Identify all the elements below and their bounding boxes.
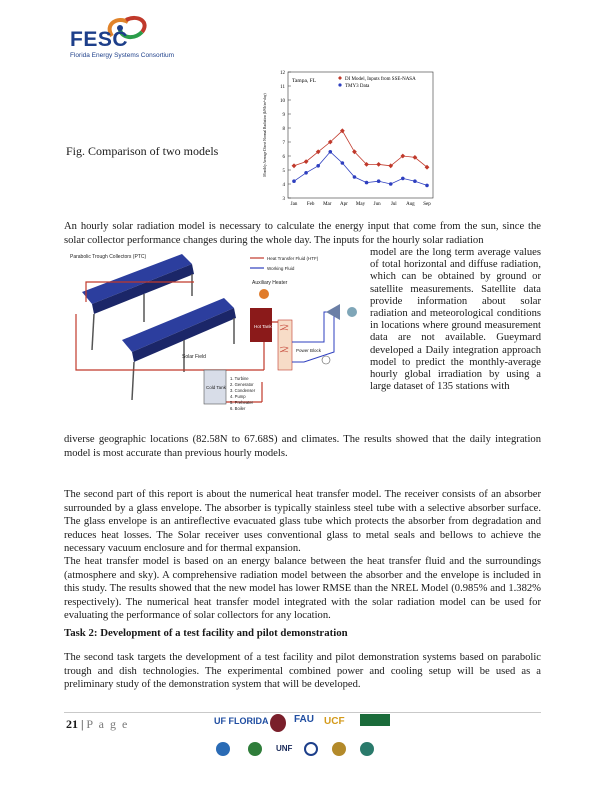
figure-caption: Fig. Comparison of two models	[66, 144, 219, 158]
page-word: P a g e	[86, 717, 129, 731]
partner-logos	[214, 712, 544, 784]
label-trough: Parabolic Trough Collectors (PTC)	[70, 254, 147, 260]
chart-annotation: Tampa, FL	[292, 78, 317, 84]
component-5: 5. Preheater	[230, 400, 254, 405]
partner-logo-fau: FAU	[294, 714, 314, 725]
y-tick-label-5: 5	[282, 169, 285, 174]
paragraph-hourly-model-intro: An hourly solar radiation model is necessary to calculate the energy input that come from the sun, since the solar collector performance changes during the whole day. The inputs for the hourly solar radiation	[64, 221, 541, 246]
radiation-chart	[258, 66, 438, 216]
series-1-point-9	[401, 177, 405, 181]
series-1-point-3	[328, 150, 332, 154]
label-solar-field: Solar Field	[182, 354, 206, 360]
series-0-point-7	[376, 162, 381, 167]
pump-icon	[322, 356, 330, 364]
y-tick-label-12: 12	[280, 71, 285, 76]
y-tick-label-6: 6	[282, 155, 285, 160]
solar-plant-diagram	[64, 252, 364, 427]
series-1-point-11	[425, 184, 429, 188]
paragraph-hourly-model-wrap: model are the long term average values of total horizontal and diffuse radiation, which can be obtained by ground or satellite measurements. Satellite data provide information about solar radiation and meteorological conditions in locations where ground measurement data are not available. Gueymard developed a Daily integration approach model to predict the monthly-average hourly global irradiation by using a large dataset of 135 stations with	[370, 247, 541, 393]
label-hot-tank: Hot Tank	[254, 324, 272, 329]
aux-heater-icon	[259, 289, 269, 299]
partner-seal-fsu	[270, 714, 286, 732]
series-1-point-8	[389, 182, 393, 186]
y-tick-label-10: 10	[280, 99, 285, 104]
page-separator: |	[78, 717, 87, 731]
page-number-value: 21	[66, 717, 78, 731]
series-1-point-2	[316, 164, 320, 168]
series-1-point-1	[304, 171, 308, 175]
x-tick-label-jan: Jan	[290, 202, 298, 207]
plot-frame	[288, 72, 433, 198]
paragraph-task2: The second task targets the development of a test facility and pilot demonstration systems based on parabolic trough and dish technologies. The experimental combined power and cooling setup will be used as a preliminary study of the demonstration system that will be developed.	[64, 652, 541, 691]
x-tick-label-mar: Mar	[323, 202, 332, 207]
legend-working-fluid: Working Fluid	[267, 266, 295, 271]
logo-subtitle: Florida Energy Systems Consortium	[70, 52, 175, 59]
component-3: 3. Condenser	[230, 388, 256, 393]
x-tick-label-may: May	[355, 202, 366, 207]
partner-logo-uf: UF FLORIDA	[214, 716, 269, 726]
label-power-block: Power Block	[296, 348, 322, 353]
logo-text: FESC	[70, 28, 129, 51]
component-2: 2. Generator	[230, 382, 254, 387]
x-tick-label-aug: Aug	[406, 202, 415, 207]
paragraph-hourly-model-end: diverse geographic locations (82.58N to 67.68S) and climates. The results showed that the daily integration model is most accurate than previous hourly models.	[64, 434, 541, 459]
series-1-point-4	[341, 161, 345, 165]
legend-label-1: TMY3 Data	[345, 83, 370, 89]
partner-seal-famu	[248, 742, 262, 756]
partner-logo-unf: UNF	[276, 744, 293, 753]
fesc-logo	[64, 14, 204, 60]
y-tick-label-8: 8	[282, 127, 285, 132]
series-1-point-7	[377, 179, 381, 183]
series-1-point-0	[292, 179, 296, 183]
partner-logo-ucf: UCF	[324, 716, 345, 727]
x-tick-label-feb: Feb	[306, 202, 315, 207]
generator-icon	[347, 307, 357, 317]
y-tick-label-3: 3	[282, 197, 285, 202]
paragraph-heat-transfer-intro: The second part of this report is about the numerical heat transfer model. The receiver consists of an absorber surrounded by a glass envelope. The absorber is typically stainless steel tube with a selective absorber surface. The glass envelope is an antireflective evacuated glass tube which protects the absorber from degradation and reduces heat losses. The Solar receiver uses conventional glass to metal seals and bellows to achieve the necessary vacuum enclosure and for thermal expansion.	[64, 489, 541, 555]
page-number	[66, 717, 129, 732]
y-tick-label-9: 9	[282, 113, 285, 118]
label-aux-heater: Auxiliary Heater	[252, 280, 288, 286]
partner-seal-fiu	[332, 742, 346, 756]
series-1-point-6	[365, 181, 369, 185]
partner-seal-ncf	[304, 742, 318, 756]
series-1-point-5	[353, 175, 357, 179]
component-1: 1. Turbine	[230, 376, 249, 381]
legend-marker-0	[338, 76, 342, 80]
legend-marker-1	[338, 83, 341, 86]
x-tick-label-jun: Jun	[373, 202, 381, 207]
y-tick-label-11: 11	[280, 85, 285, 90]
partner-logo-usf	[360, 714, 390, 726]
component-4: 4. Pump	[230, 394, 246, 399]
series-line-0	[294, 131, 427, 167]
y-tick-label-4: 4	[282, 183, 285, 188]
partner-seal-uwf	[216, 742, 230, 756]
paragraph-heat-transfer-model: The heat transfer model is based on an energy balance between the heat transfer fluid and the surroundings (atmosphere and sky). A comprehensive radiation model between the absorber and the envelope is included in this study. The results showed that the new model has lower RMSE than the NREL Model (0.985% and 1.382% respectively). The numerical heat transfer model integrated with the solar radiation model can be used for evaluating the performance of solar collectors for any location.	[64, 556, 541, 622]
y-axis-label: Monthly Average Direct Normal Radiation (kWh/m²-day)	[263, 93, 267, 177]
task2-heading: Task 2: Development of a test facility and pilot demonstration	[64, 627, 348, 639]
component-6: 6. Boiler	[230, 406, 246, 411]
x-tick-label-apr: Apr	[339, 202, 348, 207]
partner-seal-fgcu	[360, 742, 374, 756]
x-tick-label-jul: Jul	[390, 202, 397, 207]
legend-label-0: DI Model, Inputs from SSE-NASA	[345, 76, 416, 82]
series-0-point-0	[292, 163, 297, 168]
x-tick-label-sep: Sep	[423, 202, 431, 207]
y-tick-label-7: 7	[282, 141, 285, 146]
turbine-icon	[326, 304, 340, 320]
series-1-point-10	[413, 179, 417, 183]
label-cold-tank: Cold Tank	[206, 385, 226, 390]
legend-htf: Heat Transfer Fluid (HTF)	[267, 256, 319, 261]
